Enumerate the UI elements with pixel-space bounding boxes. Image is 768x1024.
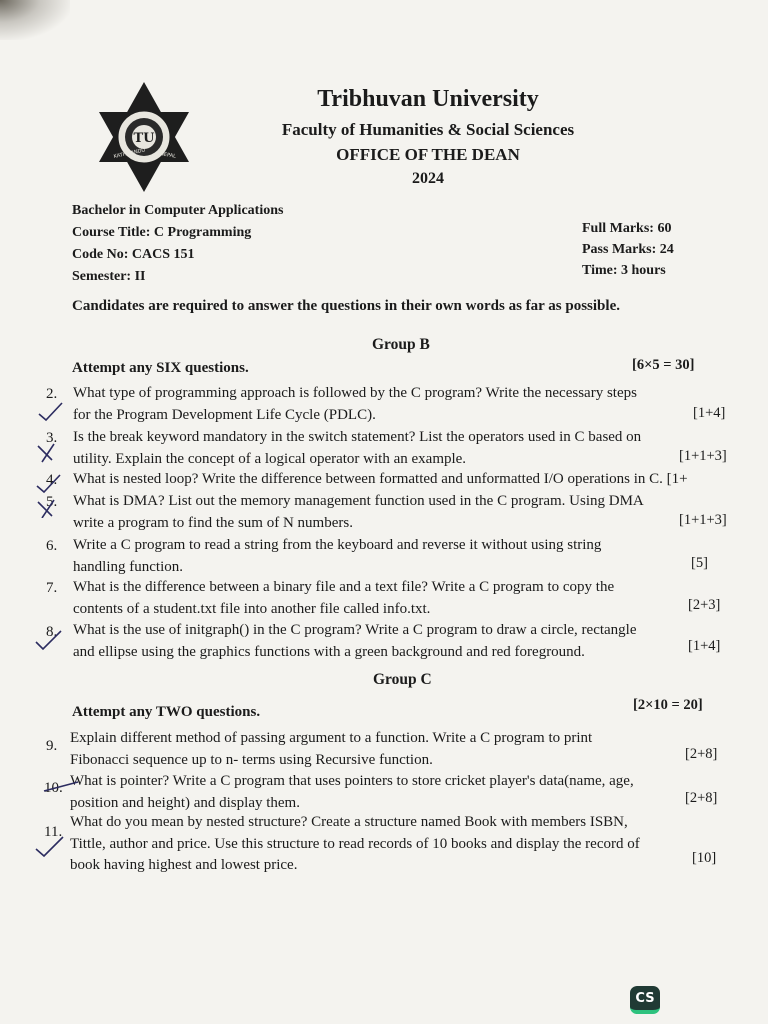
course-code: Code No: CACS 151 bbox=[72, 247, 195, 262]
group-c-marks: [2×10 = 20] bbox=[633, 697, 703, 713]
logo-left-text: KATHMANDU bbox=[113, 147, 146, 160]
question-text bbox=[73, 427, 641, 470]
question-marks: [1+4] bbox=[688, 638, 721, 654]
question-line: Tittle, author and price. Use this structure to read records of 10 books and display the record of bbox=[70, 835, 640, 852]
question-line: position and height) and display them. bbox=[70, 794, 300, 811]
question-line: What type of programming approach is followed by the C program? Write the necessary steps bbox=[73, 385, 637, 401]
question-number: 7. bbox=[46, 580, 58, 596]
question-marks: [2+3] bbox=[688, 597, 721, 613]
question-line: book having highest and lowest price. bbox=[70, 857, 298, 873]
question-line: contents of a student.txt file into another file called info.txt. bbox=[73, 600, 431, 617]
question-line: Write a C program to read a string from the keyboard and reverse it without using string bbox=[73, 537, 602, 553]
question-text bbox=[70, 728, 592, 771]
question-text bbox=[73, 469, 688, 491]
page-corner-shadow bbox=[0, 0, 70, 40]
faculty-name: Faculty of Humanities & Social Sciences bbox=[281, 120, 575, 139]
question-line: What is the difference between a binary file and a text file? Write a C program to copy the bbox=[73, 579, 615, 595]
question-line: for the Program Development Life Cycle (PDLC). bbox=[73, 406, 376, 423]
question-line: Is the break keyword mandatory in the switch statement? List the operators used in C based on bbox=[73, 429, 642, 445]
question-marks: [2+8] bbox=[685, 790, 718, 806]
question-marks: [5] bbox=[691, 555, 708, 571]
pen-strike-mark bbox=[42, 780, 82, 794]
question-line: What is DMA? List out the memory management function used in the C program. Using DMA bbox=[73, 493, 644, 509]
question-text bbox=[73, 383, 637, 426]
question-number: 9. bbox=[46, 738, 58, 754]
question-line: Fibonacci sequence up to n- terms using Recursive function. bbox=[70, 751, 433, 768]
question-line: What is the use of initgraph() in the C program? Write a C program to draw a circle, rectangle bbox=[73, 622, 637, 638]
program-name: Bachelor in Computer Applications bbox=[72, 203, 284, 218]
question-marks: [2+8] bbox=[685, 746, 718, 762]
group-b-marks: [6×5 = 30] bbox=[632, 357, 695, 373]
exam-year: 2024 bbox=[412, 170, 444, 187]
pen-tick-mark bbox=[34, 496, 64, 518]
group-c-title: Group C bbox=[373, 671, 432, 688]
group-b-attempt: Attempt any SIX questions. bbox=[72, 360, 249, 376]
logo-right-text: NEPAL bbox=[159, 151, 177, 160]
question-line: What do you mean by nested structure? Create a structure named Book with members ISBN, bbox=[70, 814, 628, 830]
logo-letters: TU bbox=[133, 131, 155, 146]
instructions: Candidates are required to answer the questions in their own words as far as possible. bbox=[72, 298, 620, 314]
question-number: 6. bbox=[46, 538, 58, 554]
group-b-title: Group B bbox=[372, 336, 430, 353]
question-text bbox=[73, 535, 601, 578]
course-title: Course Title: C Programming bbox=[72, 225, 252, 240]
question-text bbox=[73, 620, 637, 663]
semester: Semester: II bbox=[72, 269, 146, 284]
time-allowed: Time: 3 hours bbox=[582, 263, 666, 278]
question-number: 4. bbox=[46, 472, 58, 488]
question-text bbox=[73, 491, 644, 534]
question-number: 8. bbox=[46, 624, 58, 640]
question-line: What is nested loop? Write the difference between formatted and unformatted I/O operations in C. [1+ bbox=[73, 471, 688, 487]
pen-tick-mark bbox=[34, 440, 64, 464]
question-marks: [1+1+3] bbox=[679, 448, 727, 464]
question-number: 2. bbox=[46, 386, 58, 402]
office-name: OFFICE OF THE DEAN bbox=[336, 145, 520, 164]
pen-tick-mark bbox=[33, 834, 67, 860]
group-c-attempt: Attempt any TWO questions. bbox=[72, 704, 261, 720]
question-line: What is pointer? Write a C program that uses pointers to store cricket player's data(name, age, bbox=[70, 773, 634, 789]
question-line: and ellipse using the graphics functions with a green background and red foreground. bbox=[73, 643, 585, 660]
question-number: 3. bbox=[46, 430, 58, 446]
question-marks: [1+4] bbox=[693, 405, 726, 421]
question-line: handling function. bbox=[73, 558, 183, 575]
question-line: utility. Explain the concept of a logical operator with an example. bbox=[73, 450, 467, 467]
question-number: 11. bbox=[44, 824, 63, 840]
camscanner-badge: CS bbox=[630, 986, 660, 1014]
question-line: Explain different method of passing argument to a function. Write a C program to print bbox=[70, 730, 593, 746]
question-marks: [10] bbox=[692, 850, 717, 866]
question-marks: [1+1+3] bbox=[679, 512, 727, 528]
question-number: 10. bbox=[44, 780, 63, 796]
question-text bbox=[73, 577, 614, 620]
pen-tick-mark bbox=[33, 628, 65, 652]
full-marks: Full Marks: 60 bbox=[582, 221, 672, 236]
pen-tick-mark bbox=[34, 472, 64, 494]
pen-tick-mark bbox=[36, 400, 66, 422]
question-number: 5. bbox=[46, 494, 58, 510]
question-text bbox=[70, 771, 634, 814]
pass-marks: Pass Marks: 24 bbox=[582, 242, 674, 257]
question-text bbox=[70, 812, 640, 877]
university-name: Tribhuvan University bbox=[317, 86, 539, 112]
question-line: write a program to find the sum of N numbers. bbox=[73, 514, 353, 531]
